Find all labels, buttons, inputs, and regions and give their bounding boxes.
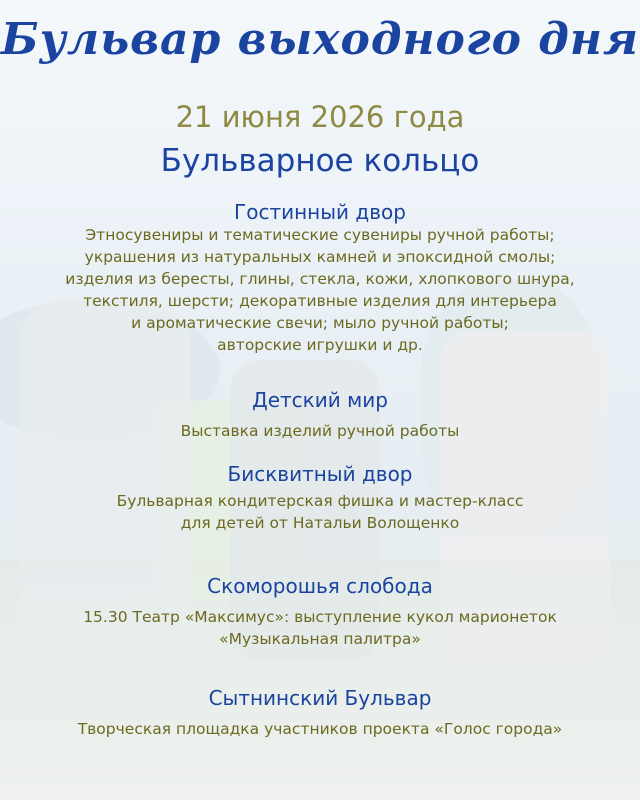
section-text — [0, 490, 640, 534]
section-text — [20, 224, 620, 356]
section-title: Бисквитный двор — [227, 462, 413, 486]
section-title: Сытнинский Бульвар — [208, 686, 432, 710]
text-line: и ароматические свечи; мыло ручной работы; — [131, 314, 509, 332]
text-line: 15.30 Театр «Максимус»: выступление кукол марионеток — [83, 608, 557, 626]
text-line: украшения из натуральных камней и эпоксидной смолы; — [84, 248, 556, 266]
text-line: «Музыкальная палитра» — [219, 630, 421, 648]
text-line: изделия из бересты, глины, стекла, кожи, хлопкового шнура, — [65, 270, 575, 288]
text-line: Бульварная кондитерская фишка и мастер-класс — [116, 492, 524, 510]
section-biskvitny-dvor — [0, 462, 640, 534]
section-text — [0, 718, 640, 740]
text-line: Творческая площадка участников проекта «Голос города» — [77, 720, 563, 738]
event-date: 21 июня 2026 года — [175, 100, 465, 134]
banner-title: Бульвар выходного дня — [0, 14, 639, 65]
section-title: Скоморошья слобода — [207, 574, 433, 598]
section-title: Гостинный двор — [234, 200, 406, 224]
section-skomoroshya-sloboda — [0, 574, 640, 650]
text-line: для детей от Натальи Волощенко — [180, 514, 460, 532]
section-detsky-mir — [0, 388, 640, 442]
section-sytninsky-bulvar — [0, 686, 640, 740]
section-title: Детский мир — [252, 388, 388, 412]
section-text — [0, 420, 640, 442]
section-gostinny-dvor — [0, 200, 640, 356]
section-text — [0, 606, 640, 650]
text-line: текстиля, шерсти; декоративные изделия для интерьера — [83, 292, 557, 310]
text-line: Выставка изделий ручной работы — [180, 422, 460, 440]
event-place: Бульварное кольцо — [160, 143, 480, 179]
text-line: авторские игрушки и др. — [217, 336, 423, 354]
text-line: Этносувениры и тематические сувениры ручной работы; — [85, 226, 555, 244]
